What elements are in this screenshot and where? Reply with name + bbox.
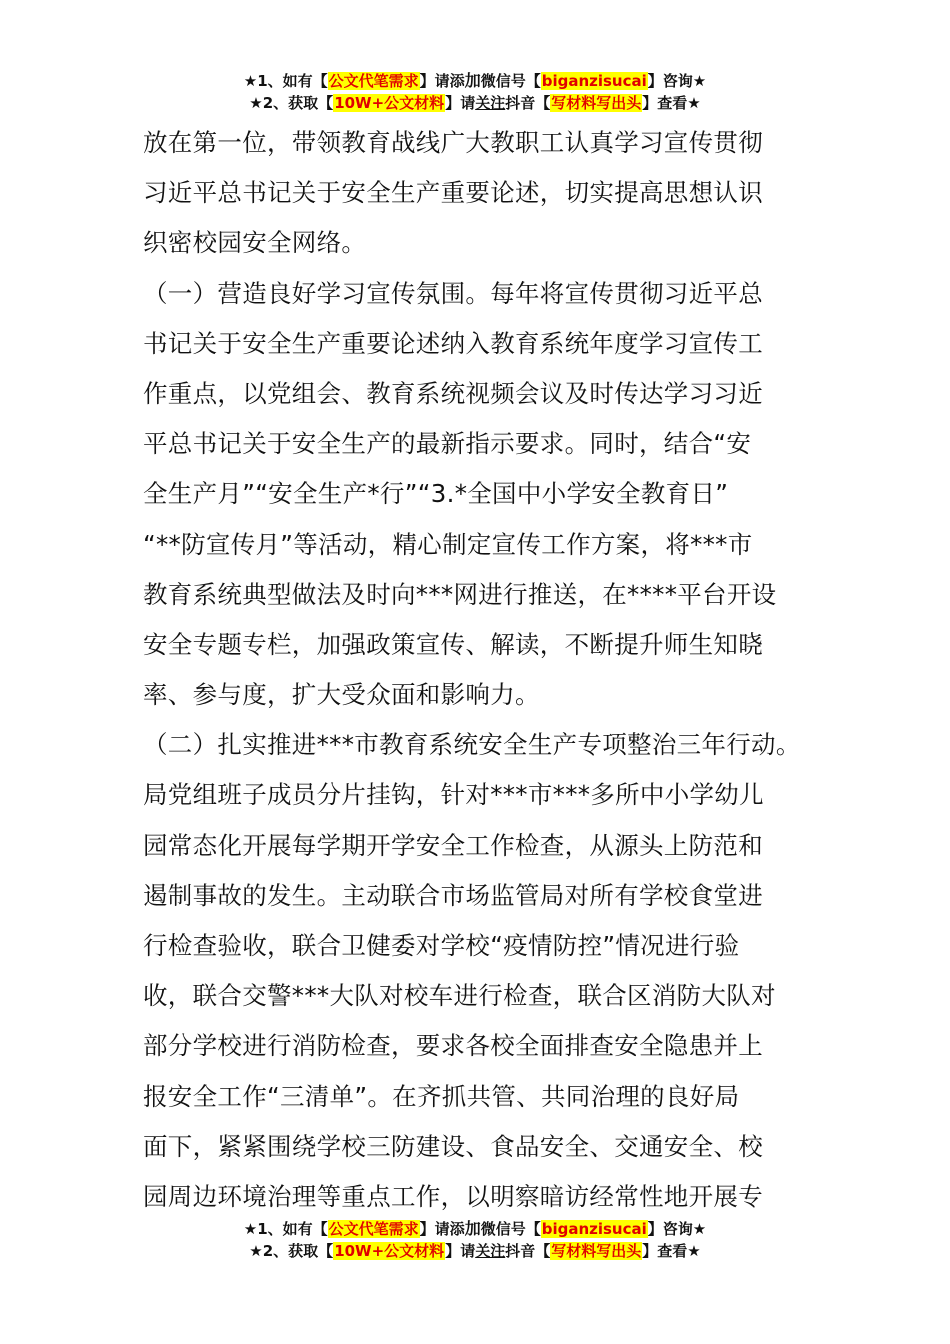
banner-highlight: 写材料写出头 — [551, 1242, 642, 1260]
body-line: 面下，紧紧围绕学校三防建设、食品安全、交通安全、校 — [143, 1131, 763, 1161]
banner-line-2 — [0, 1240, 950, 1262]
body-line: 收，联合交警***大队对校车进行检查，联合区消防大队对 — [143, 981, 776, 1011]
body-line: 园周边环境治理等重点工作，以明察暗访经常性地开展专 — [143, 1181, 763, 1211]
banner-text: ★2、获取【 — [249, 94, 334, 112]
banner-text: 】咨询★ — [647, 1220, 707, 1238]
banner-text: 加 — [464, 71, 481, 90]
banner-line-2 — [0, 92, 950, 114]
banner-text: 】请添 — [419, 72, 465, 90]
body-line: 习近平总书记关于安全生产重要论述，切实提高思想认识 — [143, 178, 763, 208]
header-banner — [0, 70, 950, 114]
footer-banner — [0, 1218, 950, 1262]
banner-highlight: 10W+公文材料 — [334, 94, 445, 112]
banner-text: ★2、获取【 — [249, 1242, 334, 1260]
body-line: 放在第一位，带领教育战线广大教职工认真学习宣传贯彻 — [143, 128, 763, 157]
body-line: 平总书记关于安全生产的最新指示要求。同时，结合“安 — [143, 429, 752, 459]
banner-highlight: 10W+公文材料 — [334, 1242, 445, 1260]
body-line: （二）扎实推进***市教育系统安全生产专项整治三年行动。 — [143, 730, 801, 760]
body-line: 行检查验收，联合卫健委对学校“疫情防控”情况进行验 — [143, 931, 740, 960]
body-line: 遏制事故的发生。主动联合市场监管局对所有学校食堂进 — [143, 880, 763, 910]
body-line: 部分学校进行消防检查，要求各校全面排查安全隐患并上 — [143, 1031, 763, 1061]
banner-text: 】查看★ — [642, 1242, 701, 1260]
banner-highlight: 公文代笔需求 — [328, 72, 419, 90]
banner-text: ★1、如有【 — [243, 72, 328, 90]
body-line: 全生产月”“安全生产*行”“3.*全国中小学安全教育日” — [143, 479, 729, 509]
banner-line-1 — [0, 1218, 950, 1240]
banner-highlight: 写材料写出头 — [551, 94, 642, 112]
banner-text: 】请 — [445, 1242, 476, 1260]
document-body — [143, 118, 823, 1222]
body-line: “**防宣传月”等活动，精心制定宣传工作方案，将***市 — [143, 529, 753, 559]
banner-text: 关注 — [475, 1242, 506, 1260]
body-line: 书记关于安全生产重要论述纳入教育系统年度学习宣传工 — [143, 328, 763, 358]
banner-highlight: 公文代笔需求 — [328, 1220, 419, 1238]
banner-text: 抖音【 — [505, 94, 551, 112]
banner-text: 】请添 — [419, 1220, 465, 1238]
banner-text: 微信号【 — [480, 72, 541, 90]
body-line: 教育系统典型做法及时向***网进行推送，在****平台开设 — [143, 579, 777, 609]
banner-text: 】咨询★ — [647, 72, 707, 90]
banner-text: 】请 — [445, 94, 476, 112]
banner-text: 关注 — [475, 94, 506, 112]
body-line: 局党组班子成员分片挂钩，针对***市***多所中小学幼儿 — [143, 780, 764, 810]
banner-text: ★1、如有【 — [243, 1220, 328, 1238]
banner-highlight: biganzisucai — [541, 1220, 647, 1238]
body-line: 报安全工作“三清单”。在齐抓共管、共同治理的良好局 — [143, 1081, 740, 1111]
banner-text: 抖音【 — [505, 1242, 551, 1260]
body-line: 安全专题专栏，加强政策宣传、解读，不断提升师生知晓 — [143, 629, 763, 659]
body-line: 作重点，以党组会、教育系统视频会议及时传达学习习近 — [143, 378, 763, 408]
banner-text: 】查看★ — [642, 94, 701, 112]
body-line: （一）营造良好学习宣传氛围。每年将宣传贯彻习近平总 — [143, 278, 763, 308]
body-line: 率、参与度，扩大受众面和影响力。 — [143, 680, 540, 710]
banner-text: 微信号【 — [480, 1220, 541, 1238]
body-line: 园常态化开展每学期开学安全工作检查，从源头上防范和 — [143, 830, 763, 860]
banner-line-1 — [0, 70, 950, 92]
banner-text: 加 — [464, 1219, 481, 1238]
body-line: 织密校园安全网络。 — [143, 228, 367, 258]
banner-highlight: biganzisucai — [541, 72, 647, 90]
